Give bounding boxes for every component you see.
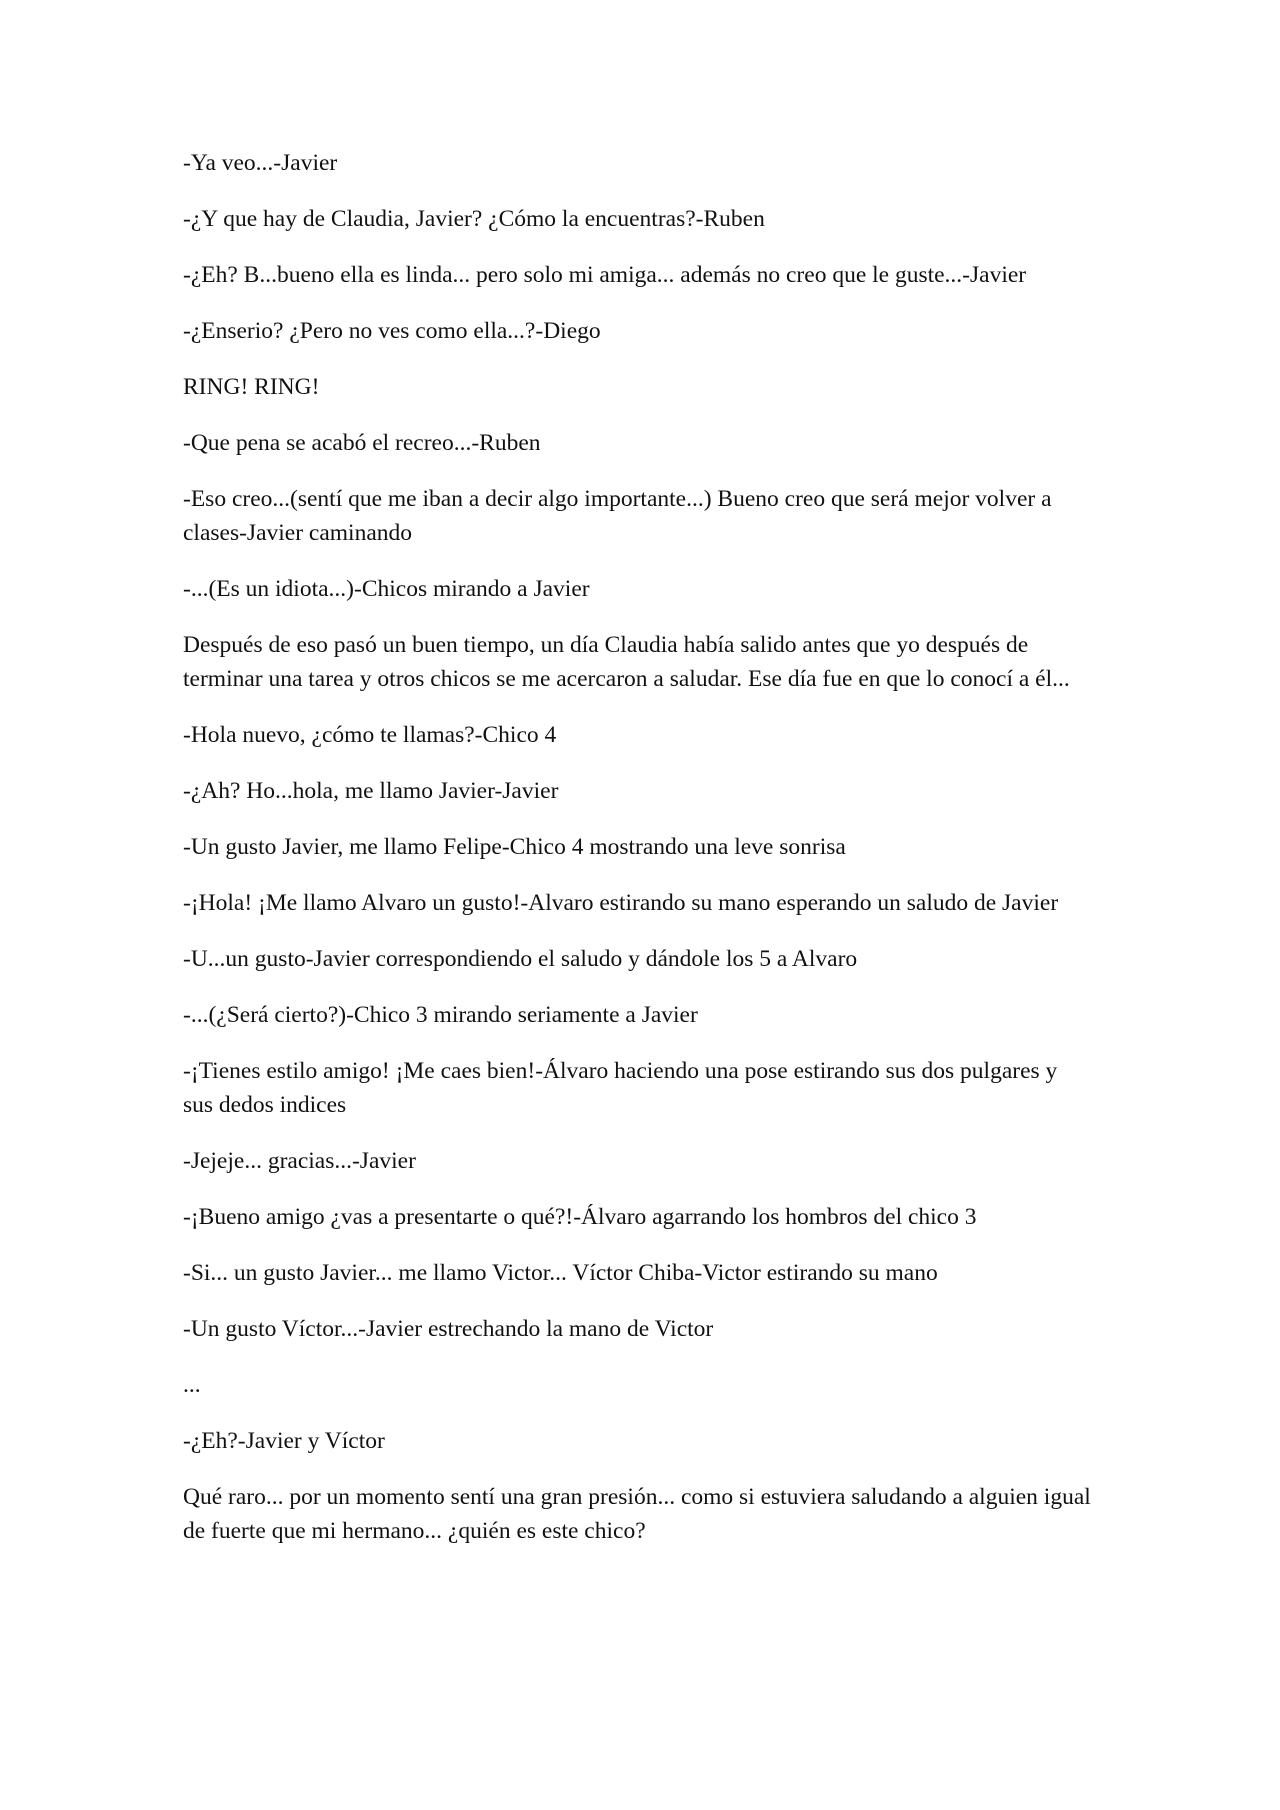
paragraph-4: -¿Enserio? ¿Pero no ves como ella...?-Diego bbox=[183, 318, 601, 344]
paragraph-7: -Eso creo...(sentí que me iban a decir algo importante...) Bueno creo que será mejor volver a clases-Javier caminando bbox=[183, 486, 1052, 546]
paragraph-11: -¿Ah? Ho...hola, me llamo Javier-Javier bbox=[183, 778, 559, 804]
paragraph-16: -¡Tienes estilo amigo! ¡Me caes bien!-Álvaro haciendo una pose estirando sus dos pulgares y sus dedos indices bbox=[183, 1058, 1058, 1118]
paragraph-18: -¡Bueno amigo ¿vas a presentarte o qué?!-Álvaro agarrando los hombros del chico 3 bbox=[183, 1204, 977, 1230]
paragraph-9: Después de eso pasó un buen tiempo, un día Claudia había salido antes que yo después de terminar una tarea y otros chicos se me acercaron a saludar. Ese día fue en que lo conocí a él... bbox=[183, 632, 1070, 692]
document-body bbox=[183, 146, 1093, 1570]
paragraph-13: -¡Hola! ¡Me llamo Alvaro un gusto!-Alvaro estirando su mano esperando un saludo de Javier bbox=[183, 890, 1059, 916]
paragraph-10: -Hola nuevo, ¿cómo te llamas?-Chico 4 bbox=[183, 722, 557, 748]
paragraph-20: -Un gusto Víctor...-Javier estrechando la mano de Victor bbox=[183, 1316, 714, 1342]
paragraph-22: -¿Eh?-Javier y Víctor bbox=[183, 1428, 385, 1454]
paragraph-17: -Jejeje... gracias...-Javier bbox=[183, 1148, 416, 1174]
paragraph-14: -U...un gusto-Javier correspondiendo el saludo y dándole los 5 a Alvaro bbox=[183, 946, 858, 972]
paragraph-3: -¿Eh? B...bueno ella es linda... pero solo mi amiga... además no creo que le guste...-Javier bbox=[183, 262, 1027, 288]
paragraph-21: ... bbox=[183, 1372, 201, 1398]
paragraph-23: Qué raro... por un momento sentí una gran presión... como si estuviera saludando a alguien igual de fuerte que mi hermano... ¿quién es este chico? bbox=[183, 1484, 1091, 1544]
paragraph-8: -...(Es un idiota...)-Chicos mirando a Javier bbox=[183, 576, 590, 602]
paragraph-19: -Si... un gusto Javier... me llamo Victor... Víctor Chiba-Victor estirando su mano bbox=[183, 1260, 938, 1286]
paragraph-12: -Un gusto Javier, me llamo Felipe-Chico 4 mostrando una leve sonrisa bbox=[183, 834, 846, 860]
paragraph-6: -Que pena se acabó el recreo...-Ruben bbox=[183, 430, 541, 456]
paragraph-2: -¿Y que hay de Claudia, Javier? ¿Cómo la encuentras?-Ruben bbox=[183, 206, 765, 232]
paragraph-1: -Ya veo...-Javier bbox=[183, 150, 338, 176]
paragraph-15: -...(¿Será cierto?)-Chico 3 mirando seriamente a Javier bbox=[183, 1002, 698, 1028]
paragraph-5: RING! RING! bbox=[183, 374, 320, 400]
